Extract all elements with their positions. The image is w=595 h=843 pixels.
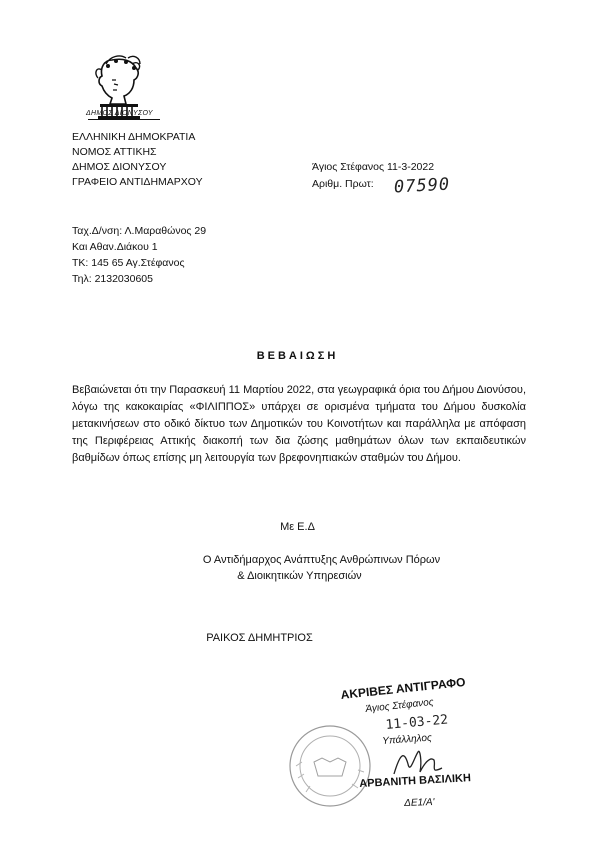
protocol-number: 07590 xyxy=(393,174,451,198)
stamp-place: Άγιος Στέφανος xyxy=(365,696,435,715)
address-line-1: Ταχ.Δ/νση: Λ.Μαραθώνος 29 xyxy=(72,225,207,237)
official-seal xyxy=(286,722,374,810)
closing: Με Ε.Δ xyxy=(280,521,315,533)
signatory-role-line-2: & Διοικητικών Υπηρεσιών xyxy=(237,570,362,582)
address-line-3: ΤΚ: 145 65 Αγ.Στέφανος xyxy=(72,257,185,269)
stamp-rank: ΔΕ1/Α' xyxy=(404,796,435,809)
address-line-2: Και Αθαν.Διάκου 1 xyxy=(72,241,158,253)
signatory-role-line-1: Ο Αντιδήμαρχος Ανάπτυξης Ανθρώπινων Πόρων xyxy=(202,554,441,566)
logo-underline xyxy=(88,119,160,120)
certificate-body: Βεβαιώνεται ότι την Παρασκευή 11 Μαρτίου 2022, στα γεωγραφικά όρια του Δήμου Διονύσου, λόγω της κακοκαιρίας «ΦΙΛΙΠΠΟΣ» υπάρχει σε ορισμένα τμήματα του Δήμου δυσκολία μετακινήσεων στο οδικό δίκτυο των Δημοτικών του Κοινοτήτων και παράλληλα με απόφαση της Περιφέρειας Αττικής διακοπή των δια ζώσης μαθημάτων όλων των εκπαιδευτικών βαθμίδων όπως επίσης μη λειτουργία των βρεφονηπιακών σταθμών του Δήμου. xyxy=(72,384,526,464)
header-line-1: ΕΛΛΗΝΙΚΗ ΔΗΜΟΚΡΑΤΙΑ xyxy=(72,131,196,143)
stamp-title: ΑΚΡΙΒΕΣ ΑΝΤΙΓΡΑΦΟ xyxy=(340,674,467,702)
stamp-role: Υπάλληλος xyxy=(382,732,433,747)
place-date: Άγιος Στέφανος 11-3-2022 xyxy=(312,161,435,173)
document-title: ΒΕΒΑΙΩΣΗ xyxy=(256,350,339,362)
header-line-4: ΓΡΑΦΕΙΟ ΑΝΤΙΔΗΜΑΡΧΟΥ xyxy=(72,176,203,188)
header-line-3: ΔΗΜΟΣ ΔΙΟΝΥΣΟΥ xyxy=(72,161,167,173)
protocol-label: Αριθμ. Πρωτ: xyxy=(312,178,374,190)
header-line-2: ΝΟΜΟΣ ΑΤΤΙΚΗΣ xyxy=(72,146,157,158)
address-line-4: Τηλ: 2132030605 xyxy=(72,273,153,285)
stamp-date: 11-03-22 xyxy=(385,712,449,733)
stamp-name: ΑΡΒΑΝΙΤΗ ΒΑΣΙΛΙΚΗ xyxy=(359,772,472,790)
logo-caption: ΔΗΜΟΣ ΔΙΟΝΥΣΟΥ xyxy=(86,110,153,117)
signatory-name: ΡΑΙΚΟΣ ΔΗΜΗΤΡΙΟΣ xyxy=(206,632,313,644)
